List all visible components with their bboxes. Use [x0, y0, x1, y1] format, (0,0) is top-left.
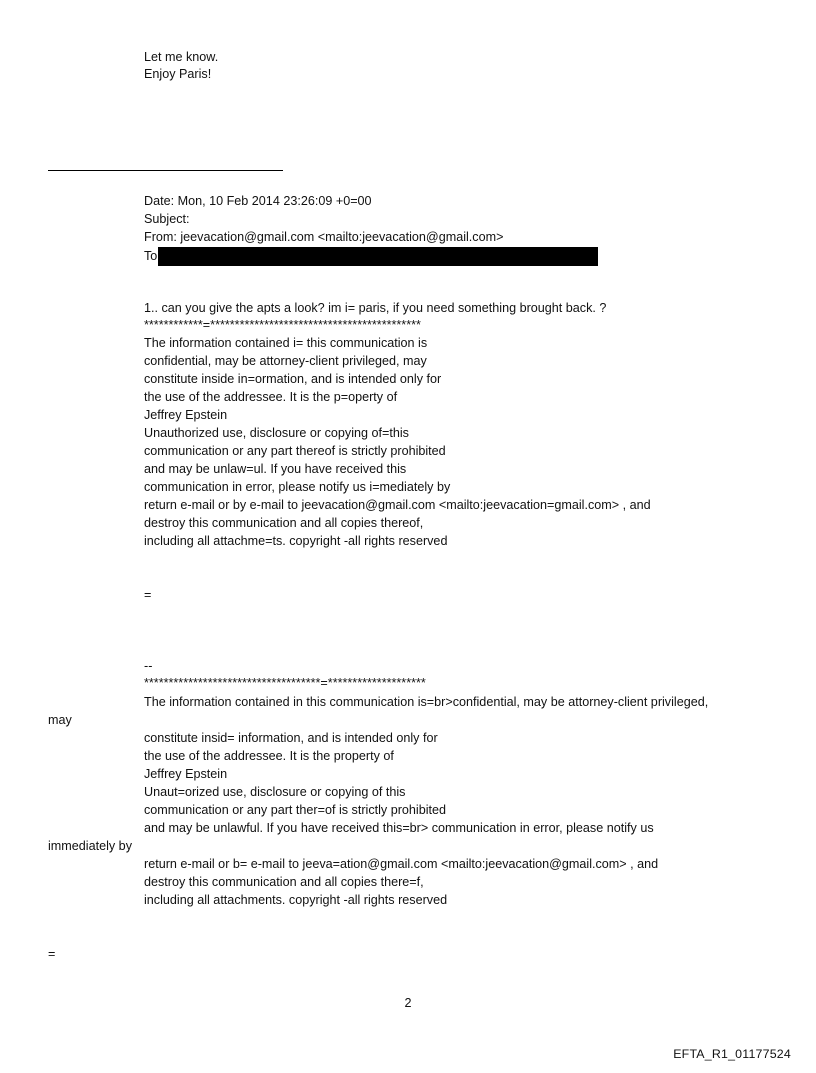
message-body: 1.. can you give the apts a look? im i= paris, if you need something brought back. ? [144, 301, 607, 315]
asterisk-divider: ************=******************************************* [144, 318, 421, 332]
email-subject: Subject: [144, 212, 190, 226]
signature-dashes: -- [144, 659, 153, 673]
equals-marker: = [48, 947, 56, 961]
email-date: Date: Mon, 10 Feb 2014 23:26:09 +0=00 [144, 194, 372, 208]
equals-marker: = [144, 588, 152, 602]
disclaimer-line: and may be unlaw=ul. If you have received this [144, 462, 407, 476]
disclaimer-line: return e-mail or b= e-mail to jeeva=ation@gmail.com <mailto:jeevacation@gmail.com> , and [144, 857, 659, 871]
disclaimer-line: communication or any part ther=of is strictly prohibited [144, 803, 447, 817]
disclaimer-line: including all attachme=ts. copyright -all rights reserved [144, 534, 448, 548]
separator-rule [48, 170, 283, 171]
disclaimer-line: communication in error, please notify us i=mediately by [144, 480, 451, 494]
disclaimer-line: confidential, may be attorney-client privileged, may [144, 354, 427, 368]
closing-line: Let me know. [144, 50, 219, 64]
disclaimer-line: the use of the addressee. It is the property of [144, 749, 394, 763]
asterisk-divider: ************************************=******************** [144, 676, 426, 690]
disclaimer-line: The information contained i= this communication is [144, 336, 428, 350]
document-reference: EFTA_R1_01177524 [673, 1047, 791, 1061]
disclaimer-line: constitute inside in=ormation, and is intended only for [144, 372, 442, 386]
disclaimer-line: including all attachments. copyright -all rights reserved [144, 893, 448, 907]
disclaimer-line: the use of the addressee. It is the p=operty of [144, 390, 398, 404]
disclaimer-line: return e-mail or by e-mail to jeevacation@gmail.com <mailto:jeevacation=gmail.com> , and [144, 498, 651, 512]
email-from: From: jeevacation@gmail.com <mailto:jeevacation@gmail.com> [144, 230, 504, 244]
disclaimer-line: Jeffrey Epstein [144, 767, 228, 781]
closing-line: Enjoy Paris! [144, 67, 212, 81]
disclaimer-line: destroy this communication and all copies thereof, [144, 516, 424, 530]
email-to: To [144, 249, 158, 263]
disclaimer-line: constitute insid= information, and is intended only for [144, 731, 438, 745]
disclaimer-line: and may be unlawful. If you have received this=br> communication in error, please notify us [144, 821, 654, 835]
disclaimer-line: communication or any part thereof is strictly prohibited [144, 444, 446, 458]
disclaimer-line: Unauthorized use, disclosure or copying of=this [144, 426, 409, 440]
disclaimer-line: may [48, 713, 72, 727]
disclaimer-line: The information contained in this communication is=br>confidential, may be attorney-client privileged, [144, 695, 709, 709]
disclaimer-line: destroy this communication and all copies there=f, [144, 875, 424, 889]
page-number: 2 [404, 996, 412, 1010]
disclaimer-line: Jeffrey Epstein [144, 408, 228, 422]
disclaimer-line: Unaut=orized use, disclosure or copying of this [144, 785, 406, 799]
redaction-bar [158, 247, 598, 266]
disclaimer-line: immediately by [48, 839, 132, 853]
